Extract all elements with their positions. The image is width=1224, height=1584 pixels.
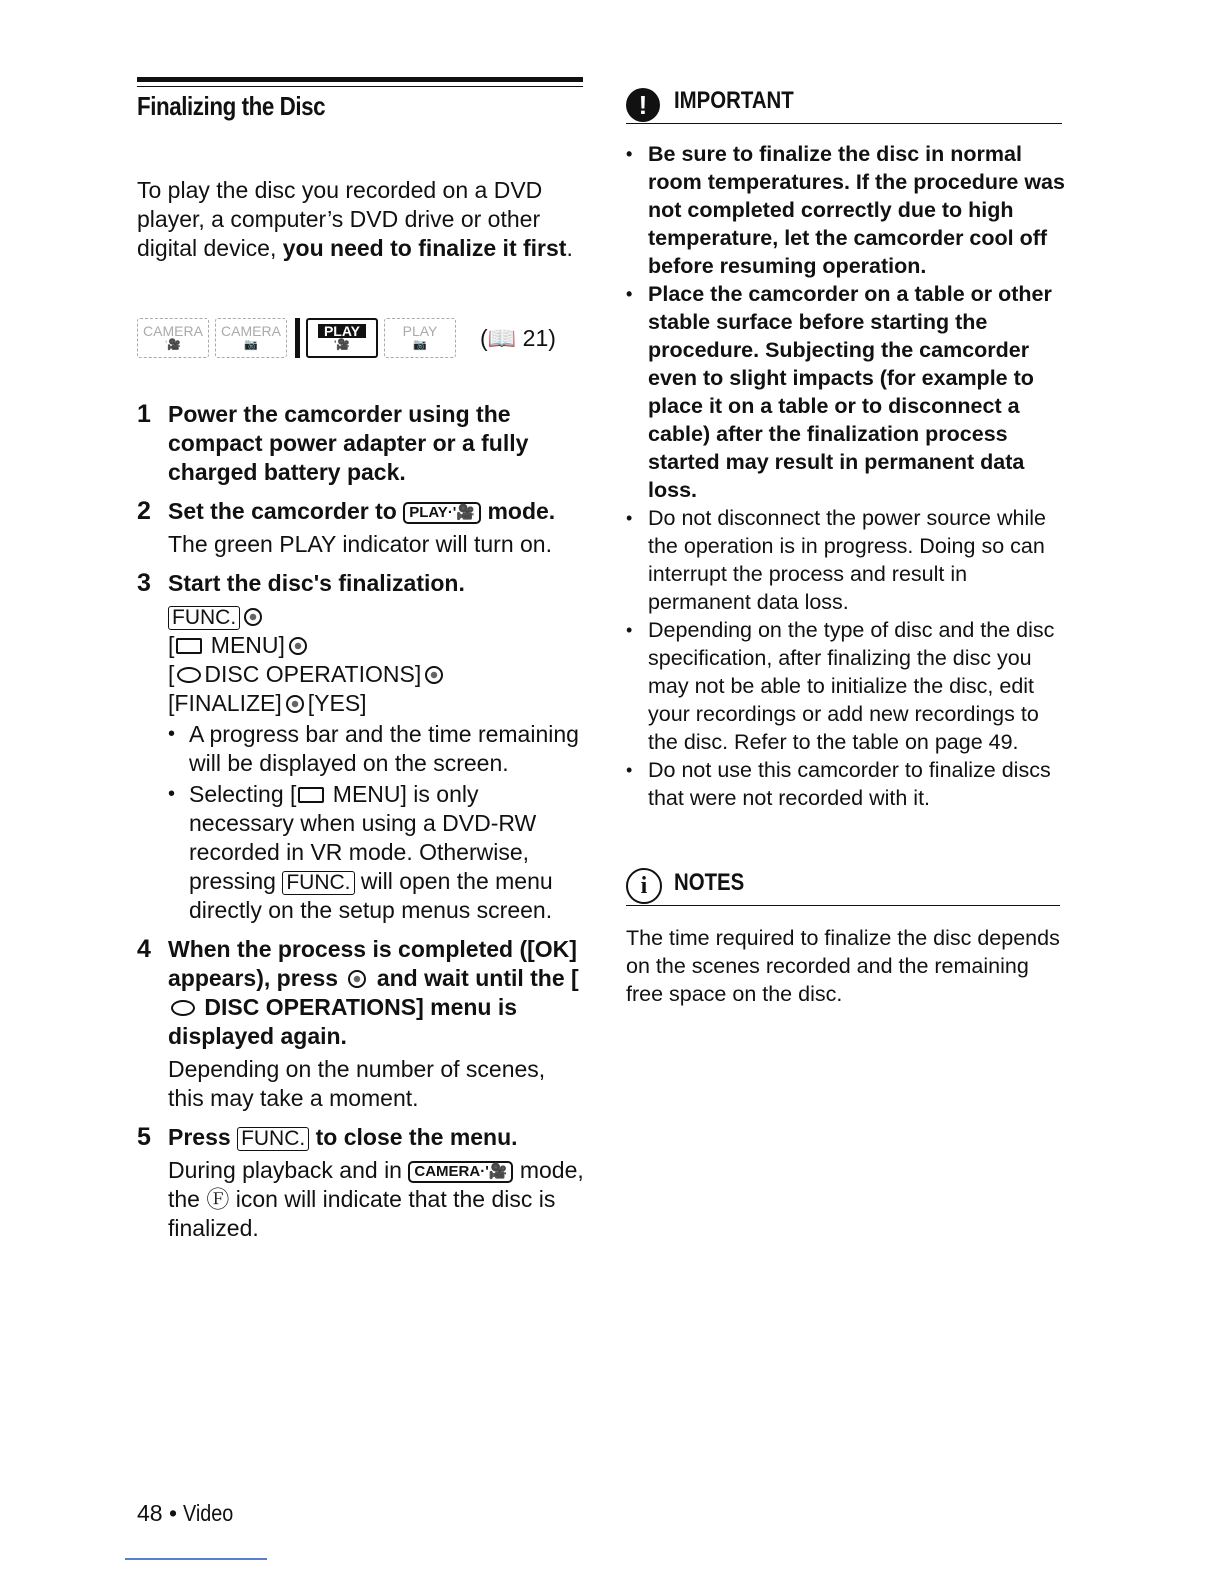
joystick-icon — [244, 608, 262, 626]
footer-link-underline — [125, 1558, 267, 1560]
step-number: 2 — [137, 497, 151, 525]
step-title: When the process is completed ([OK] appears), press and wait until the [ DISC OPERATIONS] menu is displayed again. — [168, 936, 579, 1049]
important-list — [626, 140, 1071, 812]
steps-list — [137, 400, 585, 1253]
page-footer — [137, 1500, 242, 1527]
mode-play-photo: PLAY 📷 — [384, 318, 456, 358]
step-1 — [137, 400, 585, 487]
func-key: FUNC. — [168, 606, 240, 630]
step-body: The green PLAY indicator will turn on. — [168, 531, 552, 557]
page-number: 48 — [137, 1500, 163, 1526]
joystick-press-icon — [348, 970, 366, 988]
step-3 — [137, 569, 585, 925]
camera-mode-badge: CAMERA·'🎥 — [408, 1161, 513, 1183]
play-mode-badge: PLAY·'🎥 — [403, 502, 481, 524]
important-icon: ! — [626, 88, 660, 122]
bullet-item: • A progress bar and the time remaining will be displayed on the screen. — [168, 720, 585, 778]
intro-paragraph — [137, 176, 585, 263]
intro-text: To play the disc you recorded on a DVD player, a computer’s DVD drive or other digital device, — [137, 177, 543, 261]
mode-camera-movie: CAMERA '🎥 — [137, 318, 209, 358]
func-key: FUNC. — [237, 1127, 309, 1151]
step-title: Press FUNC. to close the menu. — [168, 1124, 518, 1150]
step-title: Set the camcorder to PLAY·'🎥 mode. — [168, 498, 556, 524]
step-body: Depending on the number of scenes, this may take a moment. — [168, 1056, 546, 1111]
step-number: 4 — [137, 935, 151, 963]
disc-icon — [171, 1000, 195, 1016]
menu-sequence: FUNC. [ MENU] [ DISC OPERATIONS] [FINALIZE] [YES] — [168, 602, 585, 718]
important-header — [626, 84, 1062, 124]
mode-camera-photo: CAMERA 📷 — [215, 318, 287, 358]
step-title: Power the camcorder using the compact power adapter or a fully charged battery pack. — [168, 401, 529, 485]
joystick-icon — [425, 666, 443, 684]
step-4 — [137, 935, 585, 1113]
menu-icon — [298, 787, 324, 803]
intro-end: . — [566, 235, 573, 261]
section-title: Finalizing the Disc — [137, 91, 326, 121]
func-key: FUNC. — [282, 871, 354, 895]
step-number: 1 — [137, 400, 151, 428]
notes-title: NOTES — [674, 869, 745, 896]
menu-icon — [176, 638, 202, 654]
mode-separator — [295, 318, 300, 358]
finalized-icon: Ⓕ — [206, 1186, 230, 1212]
important-item: • Place the camcorder on a table or other stable surface before starting the procedure. Subjecting the camcorder even to slight impacts (for example to place it on a table or to disconnect a cable) after the finalization process started may result in permanent data loss. — [626, 280, 1071, 504]
important-item: • Depending on the type of disc and the disc specification, after finalizing the disc you may not be able to initialize the disc, edit your recordings or add new recordings to the disc. Refer to the table on page 49. — [626, 616, 1071, 756]
step-3-bullets — [168, 720, 585, 925]
page-reference: (📖 21) — [480, 324, 556, 351]
notes-text: The time required to finalize the disc depends on the scenes recorded and the remaining free space on the disc. — [626, 926, 1060, 1006]
important-item: • Do not disconnect the power source while the operation is in progress. Doing so can interrupt the process and result in permanent data loss. — [626, 504, 1071, 616]
mode-play-movie: PLAY '🎥 — [306, 318, 378, 358]
info-icon: i — [626, 868, 662, 904]
step-number: 5 — [137, 1123, 151, 1151]
step-5 — [137, 1123, 585, 1243]
intro-bold: you need to finalize it first — [282, 235, 567, 261]
joystick-icon — [289, 637, 307, 655]
joystick-icon — [286, 695, 304, 713]
mode-indicator-row — [137, 316, 556, 360]
step-title: Start the disc's finalization. — [168, 570, 465, 596]
step-number: 3 — [137, 569, 151, 597]
important-title: IMPORTANT — [674, 87, 794, 114]
footer-bullet: • — [168, 1500, 178, 1526]
important-item: • Be sure to finalize the disc in normal room temperatures. If the procedure was not completed correctly due to high temperature, let the camcorder cool off before resuming operation. — [626, 140, 1071, 280]
heading-rule — [137, 77, 583, 82]
footer-section: Video — [183, 1500, 234, 1526]
step-2 — [137, 497, 585, 559]
bullet-item: • Selecting [ MENU] is only necessary when using a DVD-RW recorded in VR mode. Otherwise, pressing FUNC. will open the menu directly on the setup menus screen. — [168, 780, 585, 925]
disc-icon — [177, 667, 201, 683]
step-body: During playback and in CAMERA·'🎥 mode, the Ⓕ icon will indicate that the disc is finalized. — [168, 1157, 584, 1241]
important-item: • Do not use this camcorder to finalize discs that were not recorded with it. — [626, 756, 1071, 812]
heading-rule-thin — [137, 86, 583, 87]
notes-header — [626, 866, 1060, 906]
